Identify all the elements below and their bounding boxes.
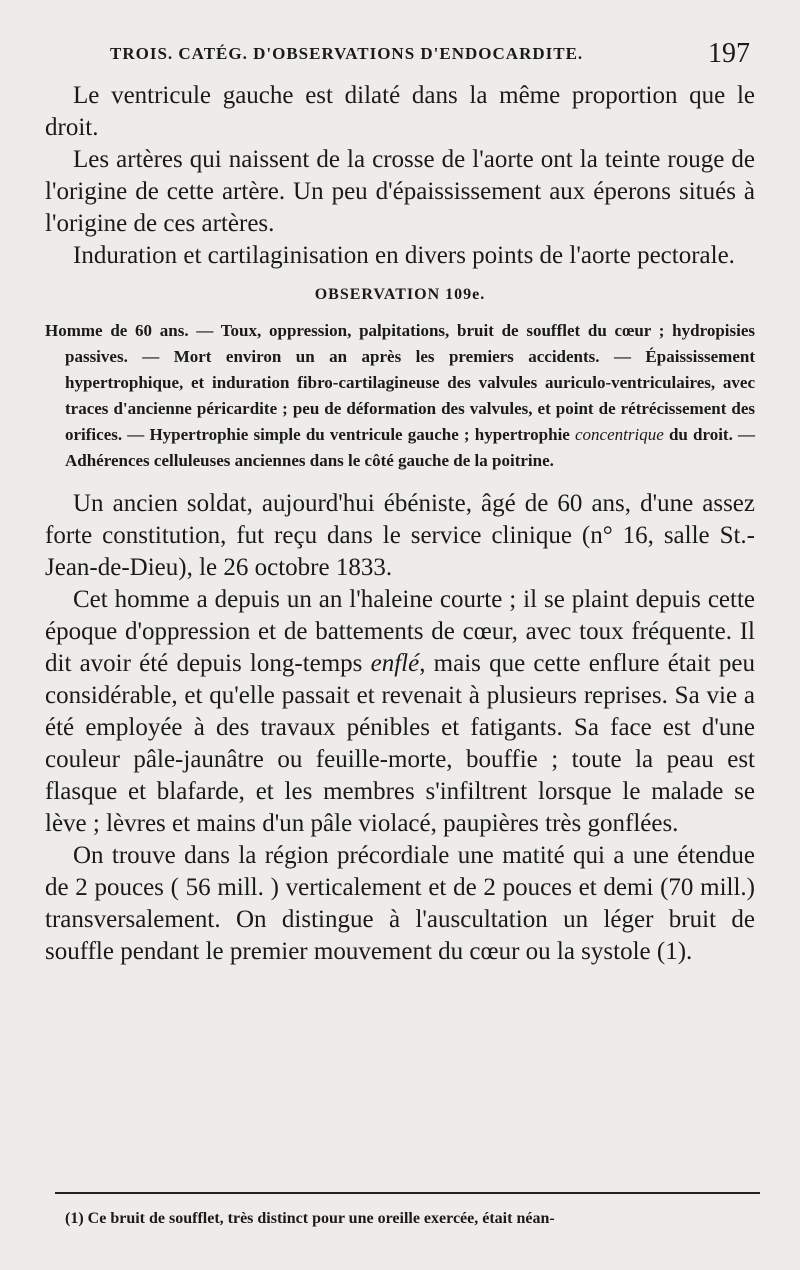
running-head: TROIS. CATÉG. D'OBSERVATIONS D'ENDOCARDITE. xyxy=(110,44,584,63)
page-content xyxy=(45,80,755,968)
summary-text-2: du droit. — Adhérences celluleuses anciennes dans le côté gauche de la poitrine. xyxy=(65,425,756,470)
haleine-italic: enflé xyxy=(370,650,420,677)
haleine-text-2: , mais que cette enflure était peu considérable, et qu'elle passait et revenait à plusieurs reprises. Sa vie a été employée à des travaux pénibles et fatigants. Sa face est d'une couleur pâle-jaunâtre ou feuille-morte, bouffie ; toute la peau est flasque et blafarde, et les membres s'infiltrent lorsque le malade se lève ; lèvres et mains d'un pâle violacé, paupières très gonflées. xyxy=(45,650,756,837)
page-header xyxy=(110,40,750,74)
observation-summary xyxy=(45,318,755,474)
paragraph-precordiale: On trouve dans la région précordiale une matité qui a une étendue de 2 pouces ( 56 mill. ) verticalement et de 2 pouces et demi (70 mill.) transversalement. On distingue à l'auscultation un léger bruit de souffle pendant le premier mouvement du cœur ou la systole (1). xyxy=(45,842,755,965)
observation-body xyxy=(45,488,755,968)
page-number: 197 xyxy=(708,38,750,69)
summary-text-1: Homme de 60 ans. — Toux, oppression, palpitations, bruit de soufflet du cœur ; hydropisies passives. — Mort environ un an après les premiers accidents. — Épaississement hypertrophique, et induration fibro-cartilagineuse des valvules auriculo-ventriculaires, avec traces d'ancienne péricardite ; peu de déformation des valvules, et point de rétrécissement des orifices. — Hypertrophie simple du ventricule gauche ; hypertrophie xyxy=(45,321,755,444)
paragraph-soldat: Un ancien soldat, aujourd'hui ébéniste, âgé de 60 ans, d'une assez forte constitution, fut reçu dans le service clinique (n° 16, salle St.-Jean-de-Dieu), le 26 octobre 1833. xyxy=(45,490,755,581)
paragraph-ventricule: Le ventricule gauche est dilaté dans la même proportion que le droit. xyxy=(45,82,755,141)
footnote-divider xyxy=(55,1192,760,1194)
summary-italic: concentrique xyxy=(575,425,664,444)
paragraph-induration: Induration et cartilaginisation en divers points de l'aorte pectorale. xyxy=(73,242,735,269)
observation-title: OBSERVATION 109e. xyxy=(314,286,486,303)
paragraph-arteres: Les artères qui naissent de la crosse de l'aorte ont la teinte rouge de l'origine de cette artère. Un peu d'épaississement aux éperons situés à l'origine de ces artères. xyxy=(45,146,755,237)
footnote: (1) Ce bruit de soufflet, très distinct pour une oreille exercée, était néan- xyxy=(65,1210,555,1227)
paragraph-haleine xyxy=(45,584,755,840)
haleine-text-1: Cet homme a depuis un an l'haleine courte ; il se plaint depuis cette époque d'oppression et de battements de cœur, avec toux fréquente. Il dit avoir été depuis long-temps xyxy=(45,586,755,677)
